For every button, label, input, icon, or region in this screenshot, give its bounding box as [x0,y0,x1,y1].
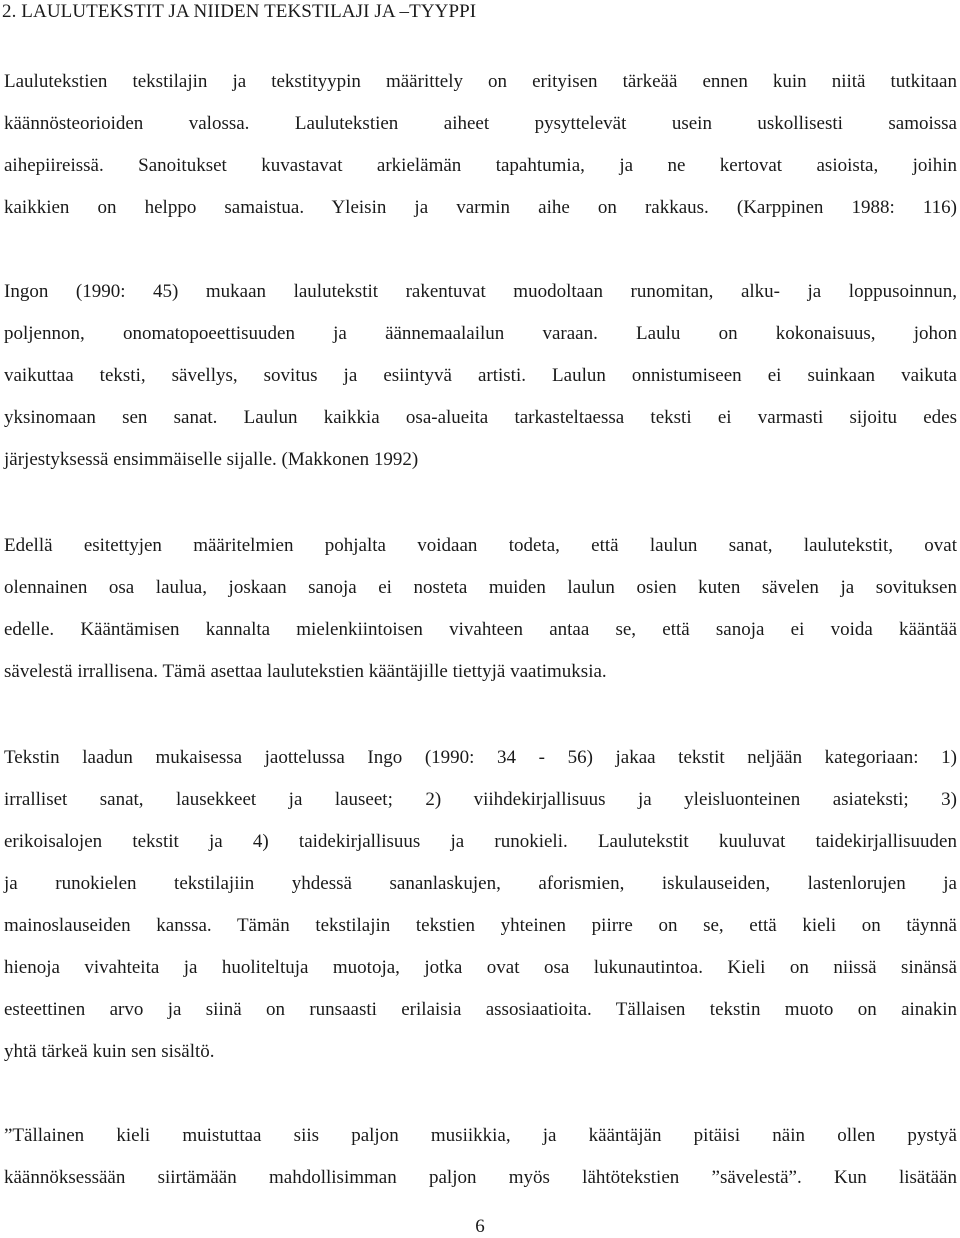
text-line: ”Tällainen kieli muistuttaa siis paljon musiikkia, ja kääntäjän pitäisi näin ollen pystyä [4,1125,957,1146]
text-line: ja runokielen tekstilajiin yhdessä sananlaskujen, aforismien, iskulauseiden, lastenlorujen ja [4,873,957,894]
text-line: aihepiireissä. Sanoitukset kuvastavat arkielämän tapahtumia, ja ne kertovat asioista, joihin [4,155,957,176]
paragraph-2 [4,279,957,489]
text-line: kaikkien on helppo samaistua. Yleisin ja varmin aihe on rakkaus. (Karppinen 1988: 116) [4,197,957,218]
paragraph-1 [4,69,957,237]
paragraph-5 [4,1123,957,1207]
text-line: käännösteorioiden valossa. Laulutekstien aiheet pysyttelevät usein uskollisesti samoissa [4,113,957,134]
text-line: käännöksessään siirtämään mahdollisimman paljon myös lähtötekstien ”sävelestä”. Kun lisätään [4,1167,957,1188]
text-line: Laulutekstien tekstilajin ja tekstityypin määrittely on erityisen tärkeää ennen kuin niitä tutkitaan [4,71,957,92]
text-line: järjestyksessä ensimmäiselle sijalle. (Makkonen 1992) [4,449,419,470]
page-number: 6 [475,1216,485,1237]
text-line: esteettinen arvo ja siinä on runsaasti erilaisia assosiaatioita. Tällaisen tekstin muoto on ainakin [4,999,957,1020]
text-line: irralliset sanat, lausekkeet ja lauseet; 2) viihdekirjallisuus ja yleisluonteinen asiateksti; 3) [4,789,957,810]
text-line: sävelestä irrallisena. Tämä asettaa laulutekstien kääntäjille tiettyjä vaatimuksia. [4,661,607,682]
text-line: Edellä esitettyjen määritelmien pohjalta voidaan todeta, että laulun sanat, laulutekstit, ovat [4,535,957,556]
text-line: yksinomaan sen sanat. Laulun kaikkia osa-alueita tarkasteltaessa teksti ei varmasti sijoitu edes [4,407,957,428]
text-line: edelle. Kääntämisen kannalta mielenkiintoisen vivahteen antaa se, että sanoja ei voida kääntää [4,619,957,640]
text-line: Ingon (1990: 45) mukaan laulutekstit rakentuvat muodoltaan runomitan, alku- ja loppusoinnun, [4,281,957,302]
paragraph-3 [4,533,957,701]
text-line: olennainen osa laulua, joskaan sanoja ei nosteta muiden laulun osien kuten sävelen ja sovituksen [4,577,957,598]
section-heading: 2. LAULUTEKSTIT JA NIIDEN TEKSTILAJI JA –TYYPPI [2,1,477,22]
text-line: yhtä tärkeä kuin sen sisältö. [4,1041,215,1062]
text-line: vaikuttaa teksti, sävellys, sovitus ja esiintyvä artisti. Laulun onnistumiseen ei suinkaan vaikuta [4,365,957,386]
text-line: hienoja vivahteita ja huoliteltuja muotoja, jotka ovat osa lukunautintoa. Kieli on niissä sinänsä [4,957,957,978]
text-line: mainoslauseiden kanssa. Tämän tekstilajin tekstien yhteinen piirre on se, että kieli on täynnä [4,915,957,936]
text-line: erikoisalojen tekstit ja 4) taidekirjallisuus ja runokieli. Laulutekstit kuuluvat taidekirjallisuuden [4,831,957,852]
text-line: Tekstin laadun mukaisessa jaottelussa Ingo (1990: 34 - 56) jakaa tekstit neljään kategoriaan: 1) [4,747,957,768]
paragraph-4 [4,745,957,1081]
text-line: poljennon, onomatopoeettisuuden ja äännemaalailun varaan. Laulu on kokonaisuus, johon [4,323,957,344]
